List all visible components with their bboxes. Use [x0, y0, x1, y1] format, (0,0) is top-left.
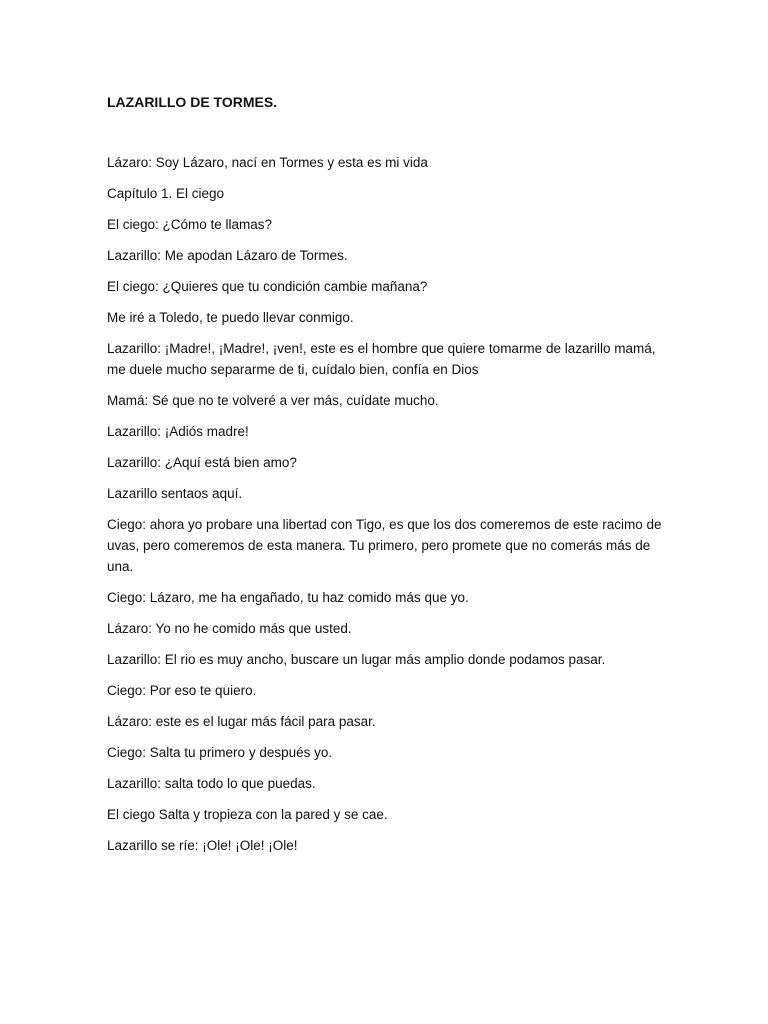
paragraph: El ciego: ¿Quieres que tu condición cambie mañana? — [107, 279, 428, 294]
paragraph: Lázaro: Yo no he comido más que usted. — [107, 621, 352, 636]
paragraph: Ciego: Por eso te quiero. — [107, 683, 257, 698]
paragraph: Lázaro: Soy Lázaro, nací en Tormes y esta es mi vida — [107, 155, 428, 170]
paragraph: Capítulo 1. El ciego — [107, 186, 225, 201]
paragraph: Ciego: ahora yo probare una libertad con Tigo, es que los dos comeremos de este racimo de uvas, pero comeremos de esta manera. Tu primero, pero promete que no comerás más de una. — [107, 517, 662, 574]
paragraph: Mamá: Sé que no te volveré a ver más, cuídate mucho. — [107, 393, 439, 408]
paragraph: Ciego: Salta tu primero y después yo. — [107, 745, 333, 760]
paragraph: Lazarillo: ¡Adiós madre! — [107, 424, 249, 439]
document-title: LAZARILLO DE TORMES. — [107, 94, 278, 110]
paragraph: Lazarillo: Me apodan Lázaro de Tormes. — [107, 248, 348, 263]
paragraph: Lazarillo se ríe: ¡Ole! ¡Ole! ¡Ole! — [107, 838, 298, 853]
paragraph: Lazarillo sentaos aquí. — [107, 486, 243, 501]
paragraph: El ciego: ¿Cómo te llamas? — [107, 217, 273, 232]
paragraph: Lázaro: este es el lugar más fácil para pasar. — [107, 714, 376, 729]
paragraph: Lazarillo: El rio es muy ancho, buscare un lugar más amplio donde podamos pasar. — [107, 652, 606, 667]
paragraph: Lazarillo: salta todo lo que puedas. — [107, 776, 316, 791]
paragraph: Me iré a Toledo, te puedo llevar conmigo. — [107, 310, 354, 325]
paragraph: El ciego Salta y tropieza con la pared y se cae. — [107, 807, 388, 822]
paragraph: Lazarillo: ¡Madre!, ¡Madre!, ¡ven!, este es el hombre que quiere tomarme de lazarillo mamá, me duele mucho separarme de ti, cuídalo bien, confía en Dios — [107, 341, 656, 377]
paragraph: Ciego: Lázaro, me ha engañado, tu haz comido más que yo. — [107, 590, 469, 605]
paragraph: Lazarillo: ¿Aquí está bien amo? — [107, 455, 297, 470]
document-body — [107, 152, 667, 866]
